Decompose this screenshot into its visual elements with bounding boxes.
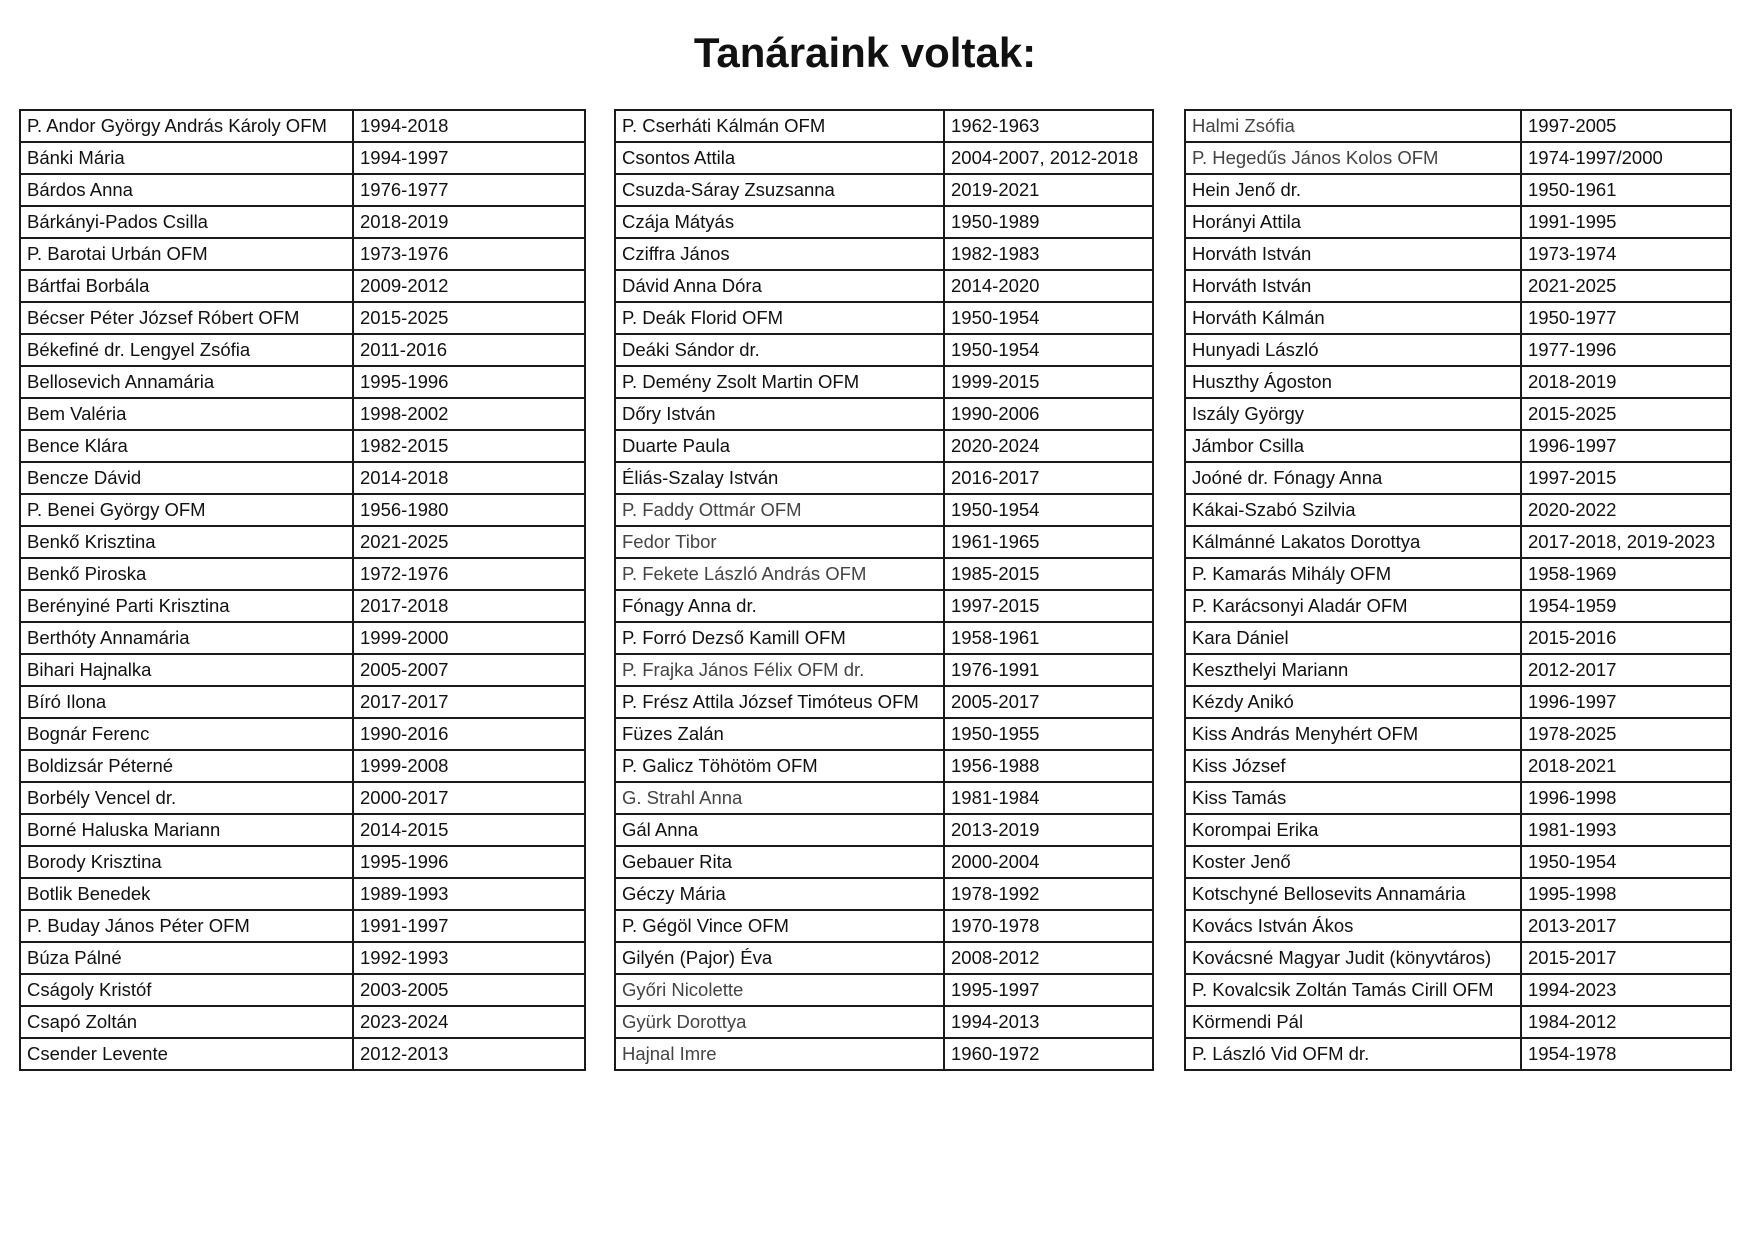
teacher-years-cell: 2003-2005 bbox=[353, 974, 585, 1006]
table-row bbox=[1185, 782, 1731, 814]
teacher-name-cell: G. Strahl Anna bbox=[615, 782, 944, 814]
teacher-name-cell: Huszthy Ágoston bbox=[1185, 366, 1521, 398]
teacher-years-cell: 2018-2021 bbox=[1521, 750, 1731, 782]
teacher-years-cell: 1956-1988 bbox=[944, 750, 1153, 782]
teacher-name-cell: Hein Jenő dr. bbox=[1185, 174, 1521, 206]
teacher-name-cell: Cságoly Kristóf bbox=[20, 974, 353, 1006]
teacher-years-cell: 1958-1961 bbox=[944, 622, 1153, 654]
teacher-years-cell: 1950-1955 bbox=[944, 718, 1153, 750]
table-row bbox=[1185, 462, 1731, 494]
table-row bbox=[20, 270, 585, 302]
table-row bbox=[1185, 942, 1731, 974]
teacher-name-cell: Boldizsár Péterné bbox=[20, 750, 353, 782]
table-row bbox=[1185, 142, 1731, 174]
table-row bbox=[1185, 174, 1731, 206]
teacher-years-cell: 1976-1991 bbox=[944, 654, 1153, 686]
teacher-years-cell: 2020-2024 bbox=[944, 430, 1153, 462]
teacher-years-cell: 1981-1993 bbox=[1521, 814, 1731, 846]
table-row bbox=[20, 334, 585, 366]
teacher-years-cell: 2017-2018 bbox=[353, 590, 585, 622]
table-row bbox=[20, 590, 585, 622]
teacher-name-cell: Bence Klára bbox=[20, 430, 353, 462]
table-row bbox=[20, 366, 585, 398]
teacher-years-cell: 1954-1959 bbox=[1521, 590, 1731, 622]
teacher-table-column-2 bbox=[614, 109, 1154, 1071]
table-row bbox=[615, 1006, 1153, 1038]
teacher-years-cell: 2012-2017 bbox=[1521, 654, 1731, 686]
table-row bbox=[20, 974, 585, 1006]
table-row bbox=[1185, 238, 1731, 270]
teacher-name-cell: P. László Vid OFM dr. bbox=[1185, 1038, 1521, 1070]
teacher-years-cell: 1999-2015 bbox=[944, 366, 1153, 398]
teacher-years-cell: 1996-1998 bbox=[1521, 782, 1731, 814]
teacher-years-cell: 2013-2019 bbox=[944, 814, 1153, 846]
table-row bbox=[615, 750, 1153, 782]
table-row bbox=[1185, 974, 1731, 1006]
teacher-name-cell: Borody Krisztina bbox=[20, 846, 353, 878]
teacher-name-cell: P. Benei György OFM bbox=[20, 494, 353, 526]
teacher-name-cell: Bécser Péter József Róbert OFM bbox=[20, 302, 353, 334]
teacher-years-cell: 1958-1969 bbox=[1521, 558, 1731, 590]
teacher-name-cell: P. Cserháti Kálmán OFM bbox=[615, 110, 944, 142]
teacher-years-cell: 1981-1984 bbox=[944, 782, 1153, 814]
table-row bbox=[615, 206, 1153, 238]
teacher-name-cell: Kara Dániel bbox=[1185, 622, 1521, 654]
table-row bbox=[20, 462, 585, 494]
teacher-name-cell: Géczy Mária bbox=[615, 878, 944, 910]
table-row bbox=[1185, 398, 1731, 430]
table-row bbox=[20, 526, 585, 558]
teacher-name-cell: Botlik Benedek bbox=[20, 878, 353, 910]
table-row bbox=[20, 878, 585, 910]
teacher-years-cell: 2019-2021 bbox=[944, 174, 1153, 206]
teacher-name-cell: Joóné dr. Fónagy Anna bbox=[1185, 462, 1521, 494]
teacher-name-cell: P. Gégöl Vince OFM bbox=[615, 910, 944, 942]
teacher-years-cell: 2018-2019 bbox=[1521, 366, 1731, 398]
teacher-name-cell: P. Deák Florid OFM bbox=[615, 302, 944, 334]
teacher-table-column-3 bbox=[1184, 109, 1732, 1071]
teacher-years-cell: 2015-2025 bbox=[1521, 398, 1731, 430]
teacher-name-cell: P. Frész Attila József Timóteus OFM bbox=[615, 686, 944, 718]
teacher-years-cell: 2020-2022 bbox=[1521, 494, 1731, 526]
teacher-name-cell: Dőry István bbox=[615, 398, 944, 430]
teacher-name-cell: Éliás-Szalay István bbox=[615, 462, 944, 494]
teacher-years-cell: 1950-1954 bbox=[944, 334, 1153, 366]
teacher-years-cell: 2013-2017 bbox=[1521, 910, 1731, 942]
teacher-years-cell: 1962-1963 bbox=[944, 110, 1153, 142]
table-row bbox=[1185, 302, 1731, 334]
teacher-years-cell: 1976-1977 bbox=[353, 174, 585, 206]
teacher-name-cell: Czája Mátyás bbox=[615, 206, 944, 238]
teacher-years-cell: 1956-1980 bbox=[353, 494, 585, 526]
teacher-name-cell: Berényiné Parti Krisztina bbox=[20, 590, 353, 622]
teacher-years-cell: 2015-2025 bbox=[353, 302, 585, 334]
table-row bbox=[615, 526, 1153, 558]
teacher-name-cell: Gilyén (Pajor) Éva bbox=[615, 942, 944, 974]
teacher-name-cell: P. Faddy Ottmár OFM bbox=[615, 494, 944, 526]
teacher-years-cell: 1996-1997 bbox=[1521, 430, 1731, 462]
teacher-name-cell: Csontos Attila bbox=[615, 142, 944, 174]
teacher-name-cell: Horváth István bbox=[1185, 270, 1521, 302]
table-row bbox=[615, 334, 1153, 366]
teacher-years-cell: 1974-1997/2000 bbox=[1521, 142, 1731, 174]
teacher-years-cell: 1997-2015 bbox=[1521, 462, 1731, 494]
teacher-years-cell: 2021-2025 bbox=[1521, 270, 1731, 302]
table-row bbox=[20, 846, 585, 878]
teacher-years-cell: 1994-2013 bbox=[944, 1006, 1153, 1038]
table-row bbox=[615, 622, 1153, 654]
teacher-table-column-1 bbox=[19, 109, 586, 1071]
teacher-name-cell: Kiss József bbox=[1185, 750, 1521, 782]
teacher-name-cell: Bánki Mária bbox=[20, 142, 353, 174]
teacher-years-cell: 1989-1993 bbox=[353, 878, 585, 910]
teacher-name-cell: Benkő Piroska bbox=[20, 558, 353, 590]
teacher-name-cell: Kotschyné Bellosevits Annamária bbox=[1185, 878, 1521, 910]
teacher-years-cell: 1950-1954 bbox=[1521, 846, 1731, 878]
teacher-name-cell: Hajnal Imre bbox=[615, 1038, 944, 1070]
teacher-years-cell: 2014-2015 bbox=[353, 814, 585, 846]
teacher-name-cell: P. Buday János Péter OFM bbox=[20, 910, 353, 942]
teacher-name-cell: Iszály György bbox=[1185, 398, 1521, 430]
teacher-name-cell: Füzes Zalán bbox=[615, 718, 944, 750]
teacher-name-cell: Csuzda-Sáray Zsuzsanna bbox=[615, 174, 944, 206]
table-row bbox=[615, 718, 1153, 750]
table-row bbox=[615, 494, 1153, 526]
teacher-name-cell: Cziffra János bbox=[615, 238, 944, 270]
teacher-years-cell: 2015-2016 bbox=[1521, 622, 1731, 654]
teacher-name-cell: Berthóty Annamária bbox=[20, 622, 353, 654]
table-row bbox=[1185, 654, 1731, 686]
table-row bbox=[20, 430, 585, 462]
teacher-years-cell: 1950-1989 bbox=[944, 206, 1153, 238]
teacher-name-cell: Bellosevich Annamária bbox=[20, 366, 353, 398]
teacher-years-cell: 1991-1995 bbox=[1521, 206, 1731, 238]
teacher-years-cell: 1995-1996 bbox=[353, 846, 585, 878]
teacher-years-cell: 1985-2015 bbox=[944, 558, 1153, 590]
table-row bbox=[615, 814, 1153, 846]
teacher-years-cell: 2017-2017 bbox=[353, 686, 585, 718]
teacher-name-cell: Horányi Attila bbox=[1185, 206, 1521, 238]
table-row bbox=[615, 366, 1153, 398]
table-row bbox=[1185, 878, 1731, 910]
table-row bbox=[20, 398, 585, 430]
teacher-name-cell: Körmendi Pál bbox=[1185, 1006, 1521, 1038]
teacher-name-cell: Borbély Vencel dr. bbox=[20, 782, 353, 814]
table-row bbox=[615, 430, 1153, 462]
table-row bbox=[20, 206, 585, 238]
table-row bbox=[1185, 718, 1731, 750]
teacher-name-cell: Kálmánné Lakatos Dorottya bbox=[1185, 526, 1521, 558]
table-row bbox=[1185, 270, 1731, 302]
table-row bbox=[1185, 910, 1731, 942]
table-row bbox=[20, 622, 585, 654]
teacher-years-cell: 1990-2006 bbox=[944, 398, 1153, 430]
table-row bbox=[615, 974, 1153, 1006]
teacher-years-cell: 2000-2004 bbox=[944, 846, 1153, 878]
teacher-years-cell: 2015-2017 bbox=[1521, 942, 1731, 974]
teacher-name-cell: Kákai-Szabó Szilvia bbox=[1185, 494, 1521, 526]
teacher-name-cell: Horváth Kálmán bbox=[1185, 302, 1521, 334]
teacher-name-cell: Halmi Zsófia bbox=[1185, 110, 1521, 142]
teacher-years-cell: 1984-2012 bbox=[1521, 1006, 1731, 1038]
teacher-name-cell: Korompai Erika bbox=[1185, 814, 1521, 846]
table-row bbox=[20, 110, 585, 142]
table-row bbox=[20, 686, 585, 718]
table-row bbox=[615, 942, 1153, 974]
teacher-name-cell: Kiss Tamás bbox=[1185, 782, 1521, 814]
table-row bbox=[20, 142, 585, 174]
teacher-years-cell: 1950-1977 bbox=[1521, 302, 1731, 334]
teacher-years-cell: 1997-2005 bbox=[1521, 110, 1731, 142]
teacher-years-cell: 1995-1996 bbox=[353, 366, 585, 398]
teacher-years-cell: 1995-1998 bbox=[1521, 878, 1731, 910]
teacher-name-cell: Kovácsné Magyar Judit (könyvtáros) bbox=[1185, 942, 1521, 974]
table-row bbox=[20, 654, 585, 686]
teacher-years-cell: 1991-1997 bbox=[353, 910, 585, 942]
teacher-years-cell: 1990-2016 bbox=[353, 718, 585, 750]
teacher-name-cell: P. Karácsonyi Aladár OFM bbox=[1185, 590, 1521, 622]
teacher-years-cell: 1960-1972 bbox=[944, 1038, 1153, 1070]
table-row bbox=[615, 686, 1153, 718]
table-row bbox=[20, 558, 585, 590]
teacher-years-cell: 1999-2008 bbox=[353, 750, 585, 782]
teacher-name-cell: Gál Anna bbox=[615, 814, 944, 846]
teacher-years-cell: 1994-2023 bbox=[1521, 974, 1731, 1006]
teacher-years-cell: 1950-1954 bbox=[944, 494, 1153, 526]
teacher-name-cell: Békefiné dr. Lengyel Zsófia bbox=[20, 334, 353, 366]
teacher-years-cell: 2011-2016 bbox=[353, 334, 585, 366]
teacher-years-cell: 2004-2007, 2012-2018 bbox=[944, 142, 1153, 174]
teacher-name-cell: P. Kamarás Mihály OFM bbox=[1185, 558, 1521, 590]
teacher-name-cell: Keszthelyi Mariann bbox=[1185, 654, 1521, 686]
table-row bbox=[20, 782, 585, 814]
teacher-name-cell: Győri Nicolette bbox=[615, 974, 944, 1006]
table-row bbox=[615, 110, 1153, 142]
teacher-name-cell: Borné Haluska Mariann bbox=[20, 814, 353, 846]
teacher-years-cell: 1978-2025 bbox=[1521, 718, 1731, 750]
table-row bbox=[20, 174, 585, 206]
table-row bbox=[1185, 334, 1731, 366]
teacher-years-cell: 1972-1976 bbox=[353, 558, 585, 590]
teacher-years-cell: 1954-1978 bbox=[1521, 1038, 1731, 1070]
teacher-name-cell: Deáki Sándor dr. bbox=[615, 334, 944, 366]
teacher-years-cell: 1950-1954 bbox=[944, 302, 1153, 334]
table-row bbox=[20, 1006, 585, 1038]
teacher-name-cell: Bárdos Anna bbox=[20, 174, 353, 206]
teacher-name-cell: Benkő Krisztina bbox=[20, 526, 353, 558]
table-row bbox=[615, 270, 1153, 302]
teacher-name-cell: Kézdy Anikó bbox=[1185, 686, 1521, 718]
teacher-years-cell: 1994-1997 bbox=[353, 142, 585, 174]
teacher-name-cell: Jámbor Csilla bbox=[1185, 430, 1521, 462]
table-row bbox=[1185, 686, 1731, 718]
table-row bbox=[615, 654, 1153, 686]
teacher-name-cell: Csapó Zoltán bbox=[20, 1006, 353, 1038]
teacher-years-cell: 2005-2007 bbox=[353, 654, 585, 686]
teacher-years-cell: 1961-1965 bbox=[944, 526, 1153, 558]
teacher-years-cell: 1995-1997 bbox=[944, 974, 1153, 1006]
table-row bbox=[20, 942, 585, 974]
table-row bbox=[615, 302, 1153, 334]
teacher-years-cell: 2014-2018 bbox=[353, 462, 585, 494]
teacher-name-cell: Horváth István bbox=[1185, 238, 1521, 270]
teacher-name-cell: P. Andor György András Károly OFM bbox=[20, 110, 353, 142]
teacher-name-cell: Bencze Dávid bbox=[20, 462, 353, 494]
teacher-name-cell: Fónagy Anna dr. bbox=[615, 590, 944, 622]
teacher-years-cell: 1970-1978 bbox=[944, 910, 1153, 942]
table-row bbox=[20, 814, 585, 846]
teacher-name-cell: Fedor Tibor bbox=[615, 526, 944, 558]
table-row bbox=[20, 750, 585, 782]
teacher-years-cell: 2021-2025 bbox=[353, 526, 585, 558]
table-row bbox=[615, 878, 1153, 910]
table-row bbox=[1185, 494, 1731, 526]
teacher-years-cell: 2009-2012 bbox=[353, 270, 585, 302]
teacher-name-cell: Bárkányi-Pados Csilla bbox=[20, 206, 353, 238]
teacher-years-cell: 1999-2000 bbox=[353, 622, 585, 654]
teacher-name-cell: P. Hegedűs János Kolos OFM bbox=[1185, 142, 1521, 174]
teacher-years-cell: 1998-2002 bbox=[353, 398, 585, 430]
table-row bbox=[1185, 846, 1731, 878]
teacher-years-cell: 1978-1992 bbox=[944, 878, 1153, 910]
teacher-years-cell: 1973-1974 bbox=[1521, 238, 1731, 270]
table-row bbox=[1185, 526, 1731, 558]
teacher-years-cell: 2016-2017 bbox=[944, 462, 1153, 494]
table-row bbox=[615, 398, 1153, 430]
teacher-name-cell: Hunyadi László bbox=[1185, 334, 1521, 366]
teacher-name-cell: P. Fekete László András OFM bbox=[615, 558, 944, 590]
teacher-years-cell: 2018-2019 bbox=[353, 206, 585, 238]
teacher-years-cell: 2017-2018, 2019-2023 bbox=[1521, 526, 1731, 558]
table-row bbox=[1185, 366, 1731, 398]
table-row bbox=[1185, 590, 1731, 622]
teacher-name-cell: Csender Levente bbox=[20, 1038, 353, 1070]
teacher-years-cell: 1982-1983 bbox=[944, 238, 1153, 270]
teacher-years-cell: 1950-1961 bbox=[1521, 174, 1731, 206]
table-row bbox=[615, 142, 1153, 174]
table-row bbox=[615, 174, 1153, 206]
table-row bbox=[20, 910, 585, 942]
teacher-years-cell: 1994-2018 bbox=[353, 110, 585, 142]
table-row bbox=[615, 846, 1153, 878]
teacher-years-cell: 2012-2013 bbox=[353, 1038, 585, 1070]
table-row bbox=[20, 238, 585, 270]
teacher-years-cell: 2014-2020 bbox=[944, 270, 1153, 302]
teacher-name-cell: P. Galicz Töhötöm OFM bbox=[615, 750, 944, 782]
teacher-name-cell: P. Demény Zsolt Martin OFM bbox=[615, 366, 944, 398]
teacher-name-cell: P. Forró Dezső Kamill OFM bbox=[615, 622, 944, 654]
table-row bbox=[20, 302, 585, 334]
teacher-name-cell: P. Frajka János Félix OFM dr. bbox=[615, 654, 944, 686]
teacher-name-cell: P. Kovalcsik Zoltán Tamás Cirill OFM bbox=[1185, 974, 1521, 1006]
table-row bbox=[1185, 814, 1731, 846]
teacher-name-cell: Bihari Hajnalka bbox=[20, 654, 353, 686]
table-row bbox=[1185, 206, 1731, 238]
table-row bbox=[615, 462, 1153, 494]
teacher-name-cell: Bíró Ilona bbox=[20, 686, 353, 718]
table-row bbox=[1185, 622, 1731, 654]
teacher-name-cell: Duarte Paula bbox=[615, 430, 944, 462]
table-row bbox=[1185, 558, 1731, 590]
teacher-name-cell: Gebauer Rita bbox=[615, 846, 944, 878]
teacher-name-cell: Búza Pálné bbox=[20, 942, 353, 974]
table-row bbox=[20, 1038, 585, 1070]
teacher-name-cell: Dávid Anna Dóra bbox=[615, 270, 944, 302]
teacher-name-cell: Kiss András Menyhért OFM bbox=[1185, 718, 1521, 750]
teacher-years-cell: 2005-2017 bbox=[944, 686, 1153, 718]
table-row bbox=[615, 558, 1153, 590]
table-row bbox=[1185, 430, 1731, 462]
teacher-years-cell: 1977-1996 bbox=[1521, 334, 1731, 366]
teacher-name-cell: Kovács István Ákos bbox=[1185, 910, 1521, 942]
teacher-years-cell: 1996-1997 bbox=[1521, 686, 1731, 718]
page-title: Tanáraink voltak: bbox=[693, 29, 1037, 76]
table-row bbox=[20, 718, 585, 750]
table-row bbox=[1185, 1006, 1731, 1038]
teacher-years-cell: 1982-2015 bbox=[353, 430, 585, 462]
teacher-name-cell: P. Barotai Urbán OFM bbox=[20, 238, 353, 270]
teacher-years-cell: 1992-1993 bbox=[353, 942, 585, 974]
teacher-name-cell: Gyürk Dorottya bbox=[615, 1006, 944, 1038]
teacher-years-cell: 1997-2015 bbox=[944, 590, 1153, 622]
table-row bbox=[615, 1038, 1153, 1070]
table-row bbox=[1185, 1038, 1731, 1070]
teacher-years-cell: 2023-2024 bbox=[353, 1006, 585, 1038]
teacher-years-cell: 2008-2012 bbox=[944, 942, 1153, 974]
teacher-name-cell: Bognár Ferenc bbox=[20, 718, 353, 750]
table-row bbox=[615, 590, 1153, 622]
teacher-name-cell: Koster Jenő bbox=[1185, 846, 1521, 878]
table-row bbox=[1185, 750, 1731, 782]
table-row bbox=[615, 910, 1153, 942]
teacher-name-cell: Bem Valéria bbox=[20, 398, 353, 430]
teacher-name-cell: Bártfai Borbála bbox=[20, 270, 353, 302]
table-row bbox=[1185, 110, 1731, 142]
table-row bbox=[615, 238, 1153, 270]
table-row bbox=[615, 782, 1153, 814]
teacher-years-cell: 1973-1976 bbox=[353, 238, 585, 270]
teacher-years-cell: 2000-2017 bbox=[353, 782, 585, 814]
table-row bbox=[20, 494, 585, 526]
